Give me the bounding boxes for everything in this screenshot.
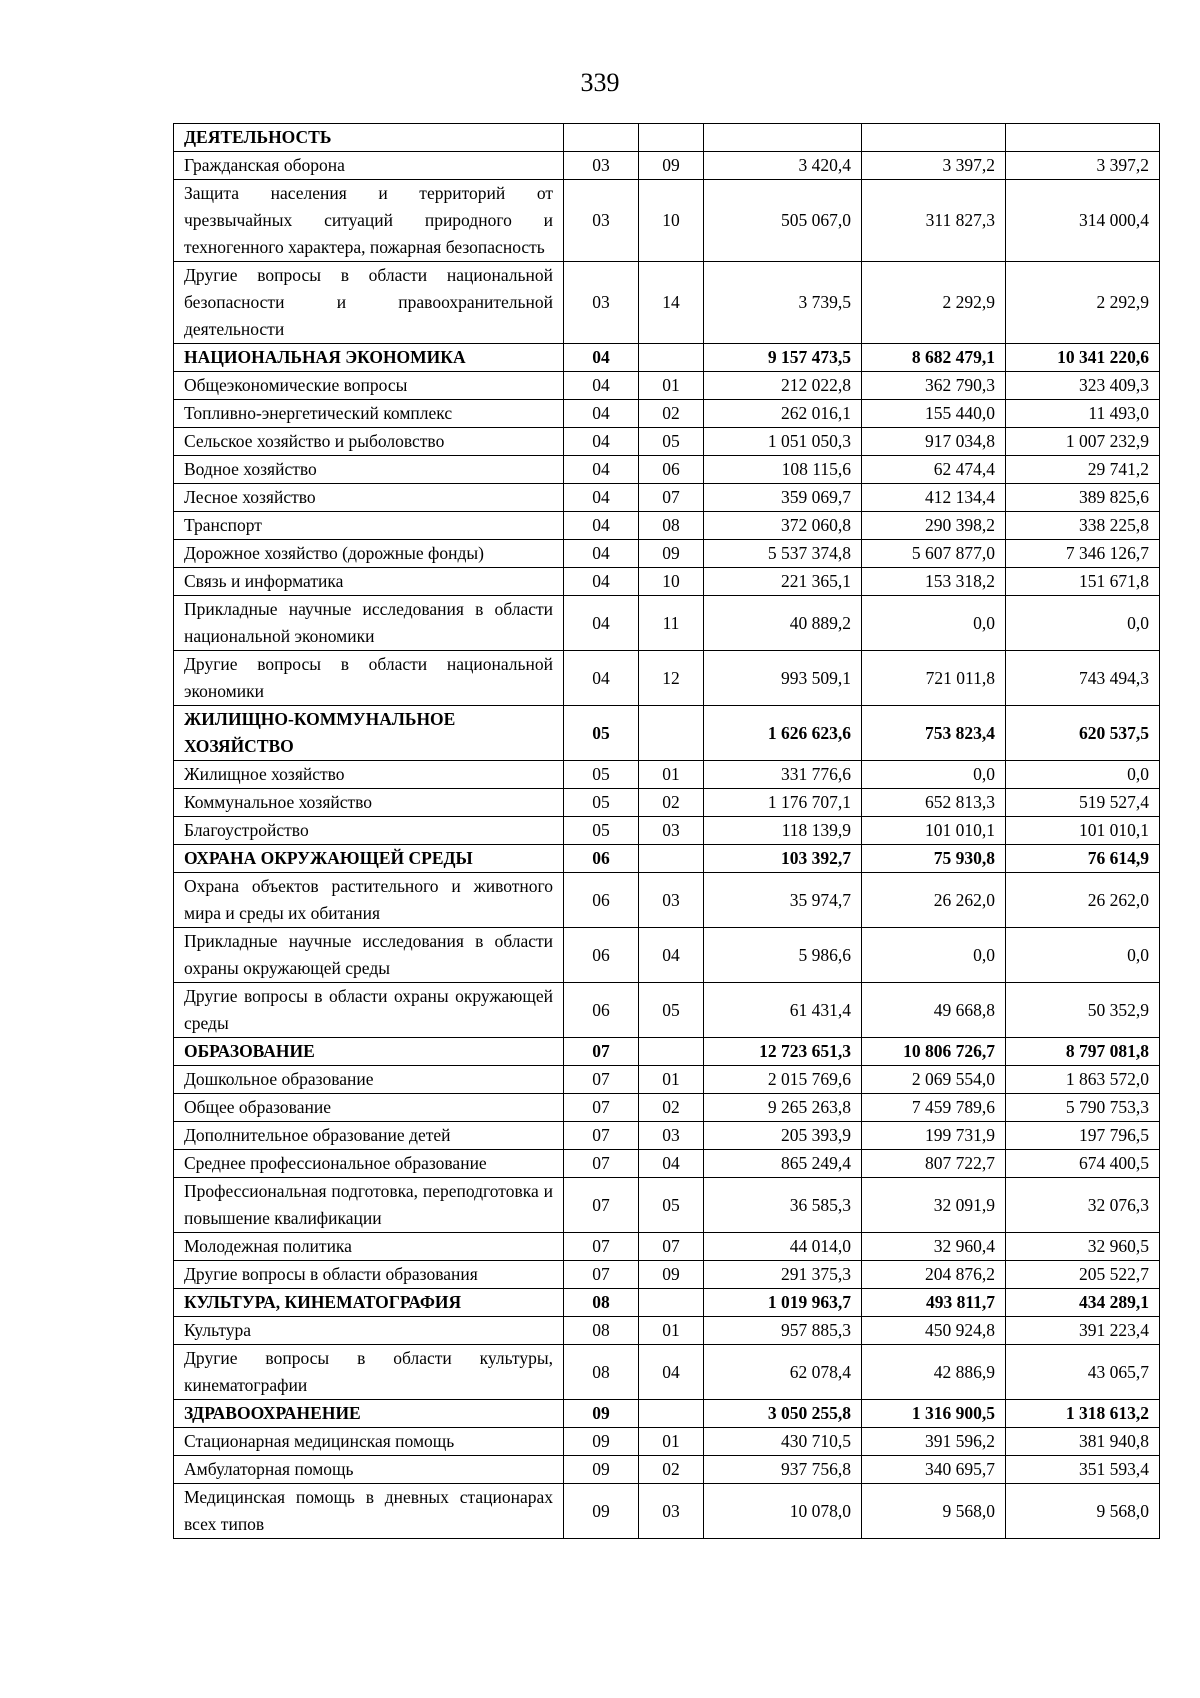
row-value-1: 1 626 623,6	[704, 706, 862, 761]
table-row	[174, 262, 1160, 344]
row-value-1: 103 392,7	[704, 845, 862, 873]
row-section-code: 04	[564, 540, 639, 568]
table-section-row	[174, 1289, 1160, 1317]
row-name: Другие вопросы в области национальной экономики	[174, 651, 564, 706]
row-value-3: 101 010,1	[1006, 817, 1160, 845]
row-subsection-code: 01	[639, 1428, 704, 1456]
row-name: Другие вопросы в области культуры, кинематографии	[174, 1345, 564, 1400]
row-value-1: 36 585,3	[704, 1178, 862, 1233]
row-value-3: 0,0	[1006, 761, 1160, 789]
row-section-code: 04	[564, 484, 639, 512]
row-subsection-code: 02	[639, 1456, 704, 1484]
row-value-2: 62 474,4	[862, 456, 1006, 484]
row-subsection-code: 09	[639, 152, 704, 180]
table-row	[174, 1456, 1160, 1484]
row-value-2: 493 811,7	[862, 1289, 1006, 1317]
row-value-2: 753 823,4	[862, 706, 1006, 761]
row-name: Медицинская помощь в дневных стационарах всех типов	[174, 1484, 564, 1539]
row-subsection-code: 03	[639, 1484, 704, 1539]
row-value-1: 205 393,9	[704, 1122, 862, 1150]
row-value-3: 434 289,1	[1006, 1289, 1160, 1317]
row-value-3: 0,0	[1006, 928, 1160, 983]
row-value-1: 5 986,6	[704, 928, 862, 983]
row-section-code: 07	[564, 1038, 639, 1066]
table-row	[174, 180, 1160, 262]
row-name: Молодежная политика	[174, 1233, 564, 1261]
row-subsection-code: 09	[639, 540, 704, 568]
row-section-code: 03	[564, 262, 639, 344]
row-subsection-code	[639, 706, 704, 761]
row-value-1: 61 431,4	[704, 983, 862, 1038]
row-section-code: 03	[564, 180, 639, 262]
row-value-3: 1 007 232,9	[1006, 428, 1160, 456]
row-value-2: 652 813,3	[862, 789, 1006, 817]
row-name: Другие вопросы в области охраны окружающей среды	[174, 983, 564, 1038]
row-name: Защита населения и территорий от чрезвычайных ситуаций природного и техногенного характера, пожарная безопасность	[174, 180, 564, 262]
row-value-3: 381 940,8	[1006, 1428, 1160, 1456]
row-name: ЗДРАВООХРАНЕНИЕ	[174, 1400, 564, 1428]
row-name: Амбулаторная помощь	[174, 1456, 564, 1484]
row-section-code: 04	[564, 428, 639, 456]
row-value-2: 721 011,8	[862, 651, 1006, 706]
row-section-code: 05	[564, 706, 639, 761]
table-row	[174, 400, 1160, 428]
row-subsection-code: 01	[639, 1317, 704, 1345]
row-value-2: 290 398,2	[862, 512, 1006, 540]
table-row	[174, 1122, 1160, 1150]
table-row	[174, 1094, 1160, 1122]
row-value-3: 323 409,3	[1006, 372, 1160, 400]
row-name: Стационарная медицинская помощь	[174, 1428, 564, 1456]
row-section-code: 04	[564, 372, 639, 400]
row-name: Профессиональная подготовка, переподготовка и повышение квалификации	[174, 1178, 564, 1233]
row-value-1: 3 739,5	[704, 262, 862, 344]
row-name: Другие вопросы в области национальной безопасности и правоохранительной деятельности	[174, 262, 564, 344]
row-value-2: 340 695,7	[862, 1456, 1006, 1484]
row-section-code: 06	[564, 873, 639, 928]
row-value-3: 11 493,0	[1006, 400, 1160, 428]
table-row	[174, 152, 1160, 180]
row-value-1: 2 015 769,6	[704, 1066, 862, 1094]
row-subsection-code: 02	[639, 789, 704, 817]
row-subsection-code: 04	[639, 1150, 704, 1178]
row-section-code: 05	[564, 817, 639, 845]
row-value-3: 29 741,2	[1006, 456, 1160, 484]
row-section-code: 05	[564, 789, 639, 817]
row-subsection-code	[639, 845, 704, 873]
row-section-code: 03	[564, 152, 639, 180]
row-value-1: 5 537 374,8	[704, 540, 862, 568]
row-subsection-code: 11	[639, 596, 704, 651]
row-value-1	[704, 124, 862, 152]
row-value-1: 1 051 050,3	[704, 428, 862, 456]
row-value-3: 7 346 126,7	[1006, 540, 1160, 568]
row-subsection-code	[639, 1038, 704, 1066]
row-name: Транспорт	[174, 512, 564, 540]
row-section-code: 06	[564, 845, 639, 873]
row-value-3: 50 352,9	[1006, 983, 1160, 1038]
row-subsection-code: 10	[639, 568, 704, 596]
row-value-2: 199 731,9	[862, 1122, 1006, 1150]
row-value-1: 331 776,6	[704, 761, 862, 789]
row-value-1: 430 710,5	[704, 1428, 862, 1456]
row-subsection-code	[639, 1289, 704, 1317]
row-name: Прикладные научные исследования в области национальной экономики	[174, 596, 564, 651]
table-section-row	[174, 706, 1160, 761]
row-section-code: 06	[564, 983, 639, 1038]
table-row	[174, 1261, 1160, 1289]
row-name: Коммунальное хозяйство	[174, 789, 564, 817]
row-name: ОБРАЗОВАНИЕ	[174, 1038, 564, 1066]
table-section-row	[174, 1038, 1160, 1066]
row-value-1: 3 420,4	[704, 152, 862, 180]
table-section-row	[174, 124, 1160, 152]
row-value-1: 957 885,3	[704, 1317, 862, 1345]
row-value-2: 32 091,9	[862, 1178, 1006, 1233]
row-value-2: 3 397,2	[862, 152, 1006, 180]
row-subsection-code: 07	[639, 1233, 704, 1261]
row-value-3: 391 223,4	[1006, 1317, 1160, 1345]
row-value-3: 2 292,9	[1006, 262, 1160, 344]
row-section-code: 07	[564, 1122, 639, 1150]
row-section-code: 04	[564, 568, 639, 596]
row-value-1: 359 069,7	[704, 484, 862, 512]
row-section-code: 08	[564, 1317, 639, 1345]
row-subsection-code: 14	[639, 262, 704, 344]
row-section-code: 08	[564, 1289, 639, 1317]
table-row	[174, 428, 1160, 456]
table-row	[174, 651, 1160, 706]
row-value-3: 151 671,8	[1006, 568, 1160, 596]
table-row	[174, 512, 1160, 540]
row-value-1: 44 014,0	[704, 1233, 862, 1261]
row-value-2: 391 596,2	[862, 1428, 1006, 1456]
row-value-1: 262 016,1	[704, 400, 862, 428]
row-value-3: 314 000,4	[1006, 180, 1160, 262]
row-subsection-code: 02	[639, 1094, 704, 1122]
row-value-2: 10 806 726,7	[862, 1038, 1006, 1066]
row-value-3: 8 797 081,8	[1006, 1038, 1160, 1066]
row-subsection-code: 07	[639, 484, 704, 512]
row-value-2: 0,0	[862, 596, 1006, 651]
row-section-code: 07	[564, 1261, 639, 1289]
row-value-3: 351 593,4	[1006, 1456, 1160, 1484]
row-section-code: 04	[564, 651, 639, 706]
row-value-1: 3 050 255,8	[704, 1400, 862, 1428]
row-section-code: 04	[564, 456, 639, 484]
row-section-code: 09	[564, 1400, 639, 1428]
row-value-1: 10 078,0	[704, 1484, 862, 1539]
row-section-code	[564, 124, 639, 152]
row-value-1: 108 115,6	[704, 456, 862, 484]
table-section-row	[174, 1400, 1160, 1428]
row-value-1: 221 365,1	[704, 568, 862, 596]
row-value-2: 42 886,9	[862, 1345, 1006, 1400]
row-value-2: 917 034,8	[862, 428, 1006, 456]
row-section-code: 05	[564, 761, 639, 789]
row-value-2: 0,0	[862, 761, 1006, 789]
row-section-code: 04	[564, 344, 639, 372]
table-row	[174, 983, 1160, 1038]
row-value-3: 389 825,6	[1006, 484, 1160, 512]
row-value-2: 1 316 900,5	[862, 1400, 1006, 1428]
row-value-2: 412 134,4	[862, 484, 1006, 512]
row-name: Охрана объектов растительного и животного мира и среды их обитания	[174, 873, 564, 928]
row-name: Связь и информатика	[174, 568, 564, 596]
row-subsection-code: 12	[639, 651, 704, 706]
row-value-1: 9 157 473,5	[704, 344, 862, 372]
row-subsection-code	[639, 344, 704, 372]
row-section-code: 07	[564, 1178, 639, 1233]
row-section-code: 04	[564, 512, 639, 540]
row-value-3: 9 568,0	[1006, 1484, 1160, 1539]
row-value-2: 26 262,0	[862, 873, 1006, 928]
row-subsection-code: 06	[639, 456, 704, 484]
row-value-3: 674 400,5	[1006, 1150, 1160, 1178]
row-value-1: 1 176 707,1	[704, 789, 862, 817]
row-value-1: 118 139,9	[704, 817, 862, 845]
table-row	[174, 484, 1160, 512]
row-value-3: 5 790 753,3	[1006, 1094, 1160, 1122]
row-value-3	[1006, 124, 1160, 152]
row-subsection-code: 05	[639, 983, 704, 1038]
row-section-code: 07	[564, 1150, 639, 1178]
row-name: КУЛЬТУРА, КИНЕМАТОГРАФИЯ	[174, 1289, 564, 1317]
row-value-1: 372 060,8	[704, 512, 862, 540]
budget-table	[173, 123, 1160, 1539]
table-row	[174, 1317, 1160, 1345]
table-row	[174, 372, 1160, 400]
row-value-2: 9 568,0	[862, 1484, 1006, 1539]
table-row	[174, 456, 1160, 484]
row-value-1: 505 067,0	[704, 180, 862, 262]
row-value-3: 0,0	[1006, 596, 1160, 651]
row-value-1: 35 974,7	[704, 873, 862, 928]
row-value-1: 291 375,3	[704, 1261, 862, 1289]
row-value-2: 75 930,8	[862, 845, 1006, 873]
row-subsection-code: 04	[639, 928, 704, 983]
row-subsection-code: 01	[639, 372, 704, 400]
table-row	[174, 761, 1160, 789]
row-value-3: 338 225,8	[1006, 512, 1160, 540]
table-row	[174, 596, 1160, 651]
row-name: Водное хозяйство	[174, 456, 564, 484]
row-section-code: 09	[564, 1484, 639, 1539]
row-section-code: 04	[564, 400, 639, 428]
row-value-2: 153 318,2	[862, 568, 1006, 596]
row-value-3: 197 796,5	[1006, 1122, 1160, 1150]
row-value-1: 40 889,2	[704, 596, 862, 651]
row-subsection-code: 05	[639, 428, 704, 456]
row-subsection-code: 08	[639, 512, 704, 540]
row-name: Сельское хозяйство и рыболовство	[174, 428, 564, 456]
row-subsection-code: 10	[639, 180, 704, 262]
row-value-1: 9 265 263,8	[704, 1094, 862, 1122]
row-value-1: 62 078,4	[704, 1345, 862, 1400]
row-value-3: 10 341 220,6	[1006, 344, 1160, 372]
row-name: ДЕЯТЕЛЬНОСТЬ	[174, 124, 564, 152]
row-value-2: 7 459 789,6	[862, 1094, 1006, 1122]
row-value-2: 204 876,2	[862, 1261, 1006, 1289]
row-section-code: 09	[564, 1428, 639, 1456]
row-subsection-code: 01	[639, 1066, 704, 1094]
row-name: ОХРАНА ОКРУЖАЮЩЕЙ СРЕДЫ	[174, 845, 564, 873]
table-row	[174, 1345, 1160, 1400]
row-subsection-code: 03	[639, 817, 704, 845]
row-name: Дошкольное образование	[174, 1066, 564, 1094]
row-value-3: 26 262,0	[1006, 873, 1160, 928]
row-value-2: 32 960,4	[862, 1233, 1006, 1261]
row-subsection-code: 02	[639, 400, 704, 428]
row-subsection-code: 05	[639, 1178, 704, 1233]
row-value-2: 807 722,7	[862, 1150, 1006, 1178]
row-value-3: 1 863 572,0	[1006, 1066, 1160, 1094]
row-value-2: 5 607 877,0	[862, 540, 1006, 568]
table-row	[174, 928, 1160, 983]
table-row	[174, 568, 1160, 596]
row-name: НАЦИОНАЛЬНАЯ ЭКОНОМИКА	[174, 344, 564, 372]
table-row	[174, 789, 1160, 817]
table-row	[174, 1066, 1160, 1094]
row-name: Другие вопросы в области образования	[174, 1261, 564, 1289]
row-value-2: 450 924,8	[862, 1317, 1006, 1345]
row-value-1: 12 723 651,3	[704, 1038, 862, 1066]
row-value-3: 620 537,5	[1006, 706, 1160, 761]
row-name: Гражданская оборона	[174, 152, 564, 180]
table-row	[174, 540, 1160, 568]
table-row	[174, 1428, 1160, 1456]
table-row	[174, 1150, 1160, 1178]
row-value-2: 2 069 554,0	[862, 1066, 1006, 1094]
row-section-code: 07	[564, 1233, 639, 1261]
row-subsection-code: 04	[639, 1345, 704, 1400]
row-name: Жилищное хозяйство	[174, 761, 564, 789]
row-name: Благоустройство	[174, 817, 564, 845]
table-row	[174, 817, 1160, 845]
row-value-1: 993 509,1	[704, 651, 862, 706]
row-name: Общее образование	[174, 1094, 564, 1122]
row-value-2: 49 668,8	[862, 983, 1006, 1038]
row-section-code: 08	[564, 1345, 639, 1400]
table-row	[174, 1178, 1160, 1233]
row-value-3: 32 960,5	[1006, 1233, 1160, 1261]
row-name: Культура	[174, 1317, 564, 1345]
row-subsection-code: 03	[639, 1122, 704, 1150]
row-name: Прикладные научные исследования в области охраны окружающей среды	[174, 928, 564, 983]
row-value-2: 2 292,9	[862, 262, 1006, 344]
row-name: Среднее профессиональное образование	[174, 1150, 564, 1178]
row-value-3: 76 614,9	[1006, 845, 1160, 873]
row-section-code: 07	[564, 1066, 639, 1094]
row-value-3: 205 522,7	[1006, 1261, 1160, 1289]
row-name: Общеэкономические вопросы	[174, 372, 564, 400]
row-value-1: 937 756,8	[704, 1456, 862, 1484]
row-name: Топливно-энергетический комплекс	[174, 400, 564, 428]
row-value-3: 43 065,7	[1006, 1345, 1160, 1400]
row-subsection-code	[639, 1400, 704, 1428]
row-value-2: 311 827,3	[862, 180, 1006, 262]
row-section-code: 06	[564, 928, 639, 983]
budget-table-body	[174, 124, 1160, 1539]
row-value-2: 8 682 479,1	[862, 344, 1006, 372]
row-value-2: 101 010,1	[862, 817, 1006, 845]
row-value-3: 3 397,2	[1006, 152, 1160, 180]
row-value-2: 362 790,3	[862, 372, 1006, 400]
table-row	[174, 1484, 1160, 1539]
table-row	[174, 1233, 1160, 1261]
row-value-3: 743 494,3	[1006, 651, 1160, 706]
row-value-2: 155 440,0	[862, 400, 1006, 428]
row-subsection-code: 01	[639, 761, 704, 789]
row-value-2: 0,0	[862, 928, 1006, 983]
row-section-code: 07	[564, 1094, 639, 1122]
table-section-row	[174, 344, 1160, 372]
table-row	[174, 873, 1160, 928]
table-section-row	[174, 845, 1160, 873]
page-number: 339	[580, 68, 620, 97]
row-value-3: 32 076,3	[1006, 1178, 1160, 1233]
row-value-2	[862, 124, 1006, 152]
row-value-3: 519 527,4	[1006, 789, 1160, 817]
row-subsection-code: 09	[639, 1261, 704, 1289]
row-subsection-code	[639, 124, 704, 152]
row-subsection-code: 03	[639, 873, 704, 928]
row-value-1: 212 022,8	[704, 372, 862, 400]
row-name: Лесное хозяйство	[174, 484, 564, 512]
row-value-1: 865 249,4	[704, 1150, 862, 1178]
row-value-1: 1 019 963,7	[704, 1289, 862, 1317]
row-name: Дорожное хозяйство (дорожные фонды)	[174, 540, 564, 568]
row-value-3: 1 318 613,2	[1006, 1400, 1160, 1428]
row-section-code: 09	[564, 1456, 639, 1484]
row-name: ЖИЛИЩНО-КОММУНАЛЬНОЕ ХОЗЯЙСТВО	[174, 706, 564, 761]
row-section-code: 04	[564, 596, 639, 651]
row-name: Дополнительное образование детей	[174, 1122, 564, 1150]
